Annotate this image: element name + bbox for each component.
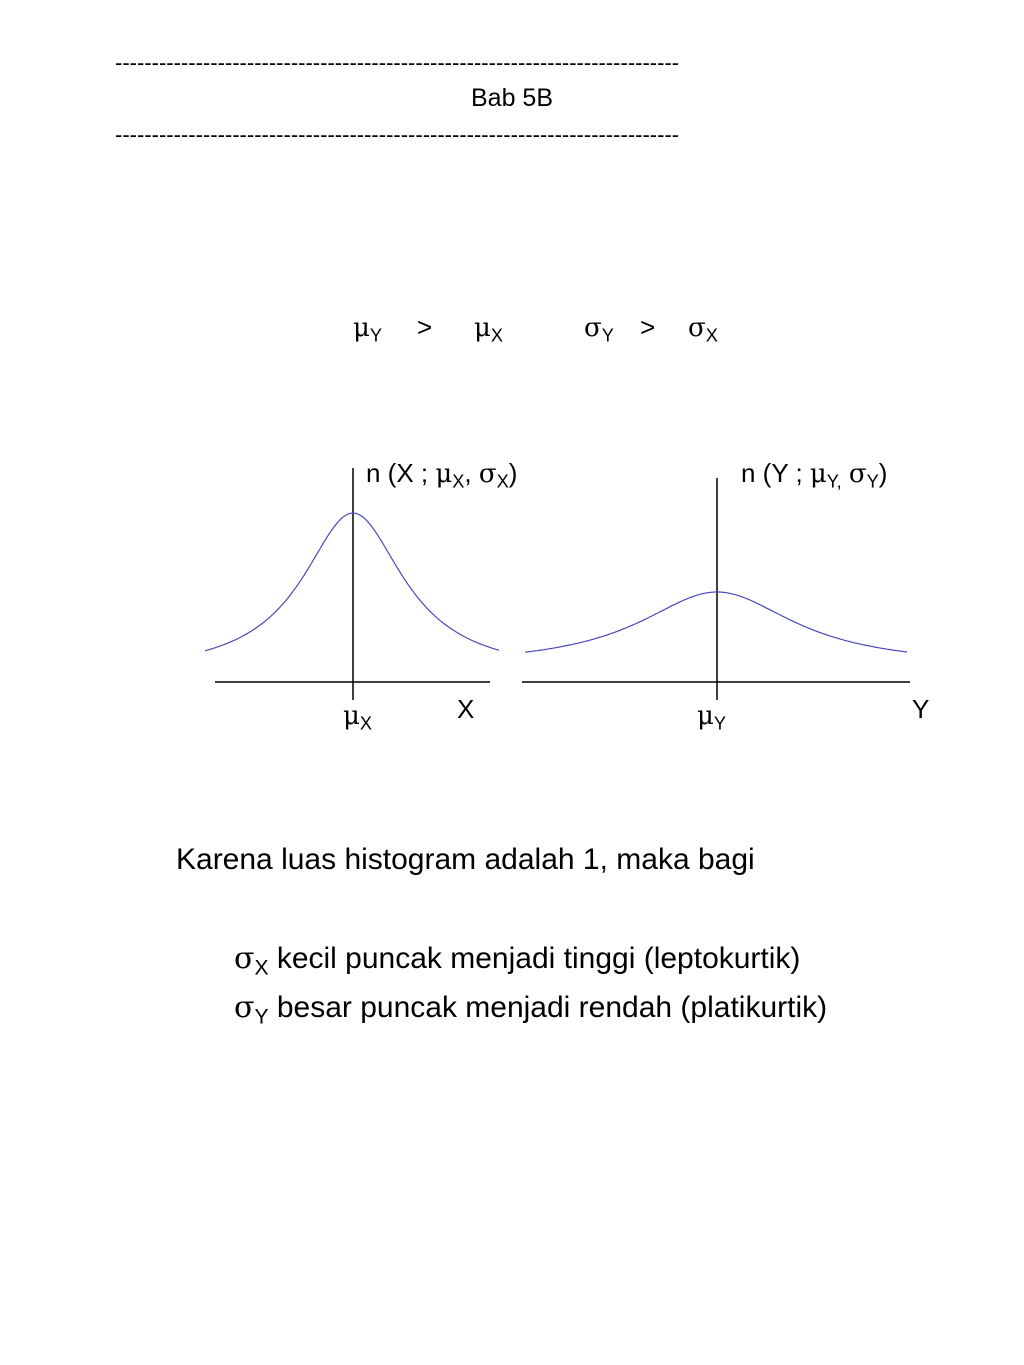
right-axis-var: Y [912, 694, 930, 724]
sigma-x-symbol: $\sigma_X$ [688, 313, 718, 346]
left-mu-tick-label: $\mu_X$ [343, 701, 373, 734]
left-axis-var: X [457, 694, 475, 724]
platykurtic-line: $\sigma_Y$ besar puncak menjadi rendah (platikurtik) [234, 990, 828, 1029]
left-func-label: n (X ; $\mu_X$, $\sigma_X$) [366, 458, 518, 492]
gt-sign-2: > [640, 312, 656, 342]
mu-x-symbol: $\mu_X$ [474, 313, 504, 346]
header-rule-bottom: ----------------------------------------------------------------------------- [115, 124, 680, 146]
right-mu-tick-label: $\mu_Y$ [697, 701, 727, 734]
gt-sign-1: > [417, 312, 433, 342]
intro-text: Karena luas histogram adalah 1, maka bagi [176, 843, 755, 876]
page-title: Bab 5B [470, 84, 553, 112]
left-curve [205, 513, 499, 651]
mu-y-symbol: $\mu_Y$ [353, 313, 383, 346]
right-func-label: n (Y ; $\mu_{Y,}$ $\sigma_Y$) [741, 458, 888, 492]
leptokurtic-line: $\sigma_X$ kecil puncak menjadi tinggi (leptokurtik) [234, 941, 801, 980]
header-rule-top: ----------------------------------------------------------------------------- [115, 52, 680, 74]
sigma-y-symbol: $\sigma_Y$ [584, 313, 614, 346]
right-curve [525, 592, 907, 652]
